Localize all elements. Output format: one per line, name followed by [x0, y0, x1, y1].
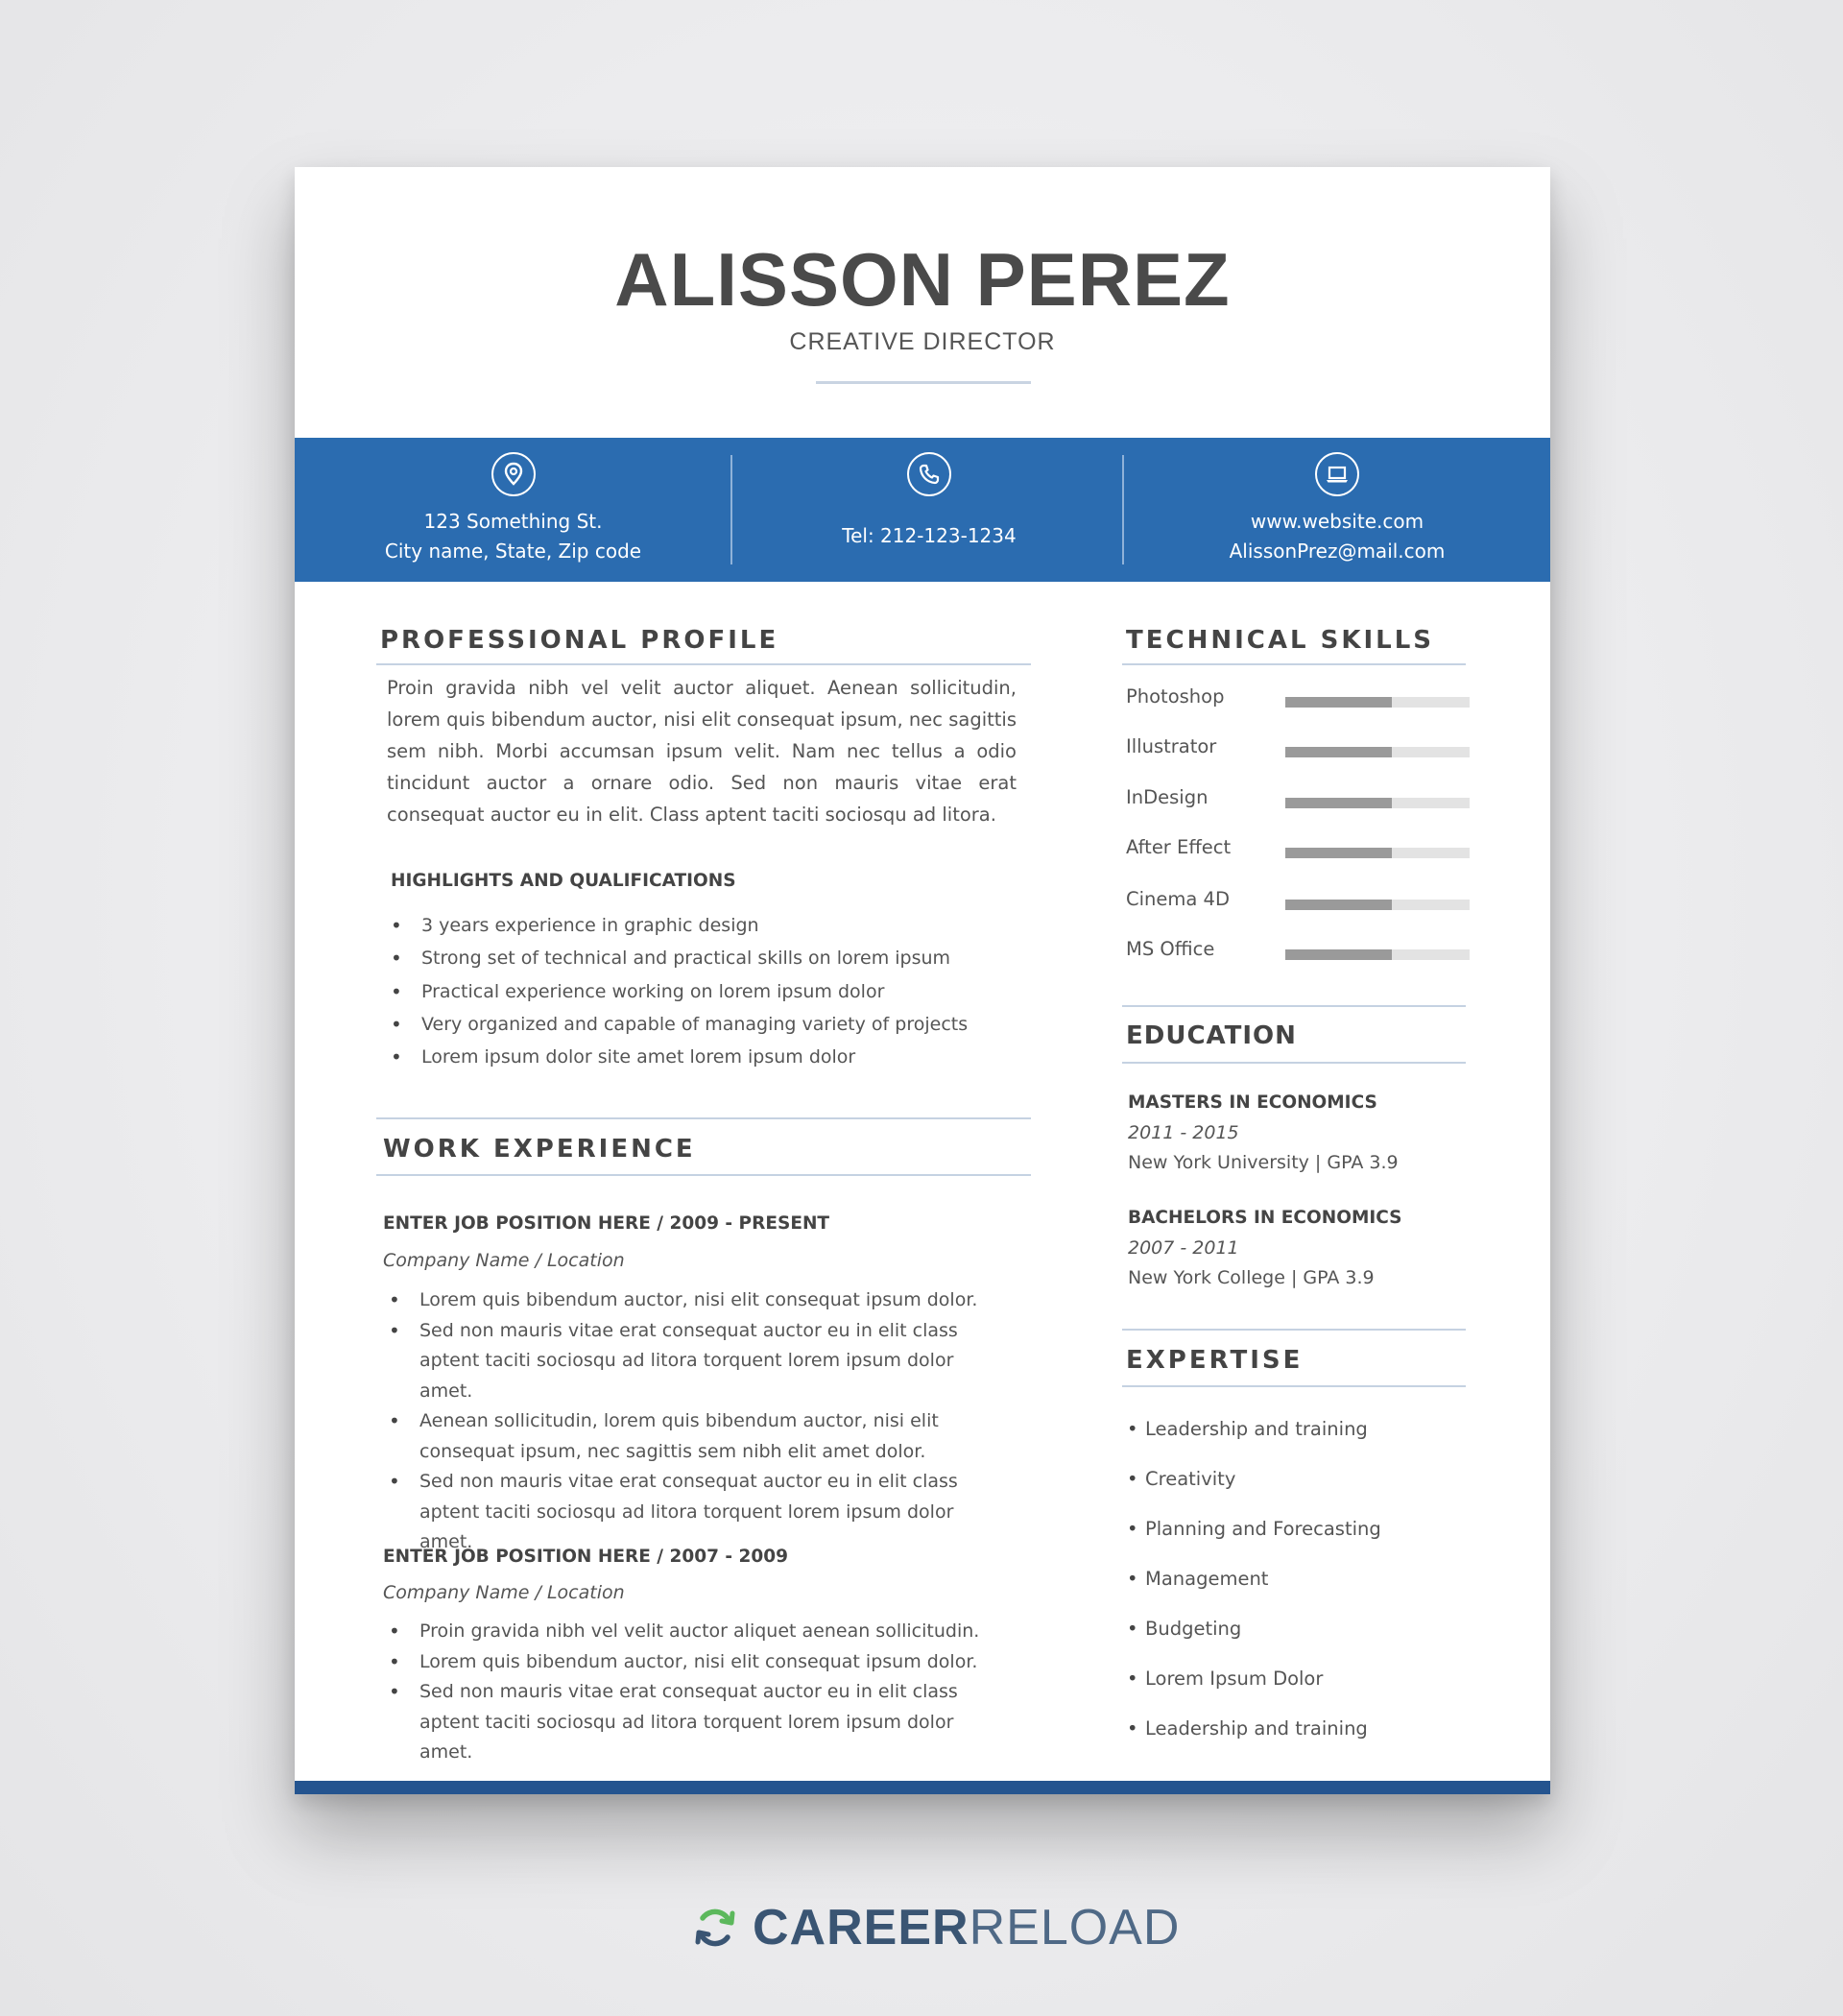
- education-top-rule: [1122, 1005, 1466, 1007]
- email-link[interactable]: AlissonPrez@mail.com: [1229, 540, 1446, 563]
- contact-phone: [732, 438, 1126, 582]
- list-item: • Very organized and capable of managing variety of projects: [383, 1008, 1036, 1041]
- contact-address: [295, 438, 731, 582]
- website-link[interactable]: www.website.com: [1250, 510, 1424, 533]
- skill-row: [1126, 735, 1472, 764]
- list-item: • Aenean sollicitudin, lorem quis bibendum auctor, nisi elit consequat ipsum, nec sagittis sem nibh elit amet dolor.: [381, 1406, 1005, 1467]
- title-divider: [816, 381, 1031, 384]
- skill-name: Cinema 4D: [1126, 888, 1230, 910]
- edu-years: 2007 - 2011: [1128, 1237, 1239, 1259]
- skill-name: Illustrator: [1126, 735, 1217, 757]
- skill-bar-track: [1285, 900, 1470, 910]
- list-item: • Sed non mauris vitae erat consequat auctor eu in elit class aptent taciti sociosqu ad litora torquent lorem ipsum dolor amet.: [381, 1316, 1005, 1407]
- list-item: • Leadership and training: [1126, 1715, 1381, 1764]
- list-item: • Budgeting: [1126, 1615, 1381, 1665]
- phone-number: Tel: 212-123-1234: [842, 524, 1017, 547]
- job-bullets: [381, 1285, 1005, 1558]
- skill-bar-track: [1285, 798, 1470, 808]
- list-item: • Lorem Ipsum Dolor: [1126, 1665, 1381, 1715]
- profile-text: Proin gravida nibh vel velit auctor aliquet. Aenean sollicitudin, lorem quis bibendum auctor, nisi elit consequat ipsum, nec sagittis sem nibh. Morbi accumsan ipsum velit. Nam nec tellus a odio tincidunt auctor a ornare odio. Sed non mauris vitae erat consequat auctor eu in elit. Class aptent taciti sociosqu ad litora.: [387, 677, 1017, 826]
- skills-rule: [1122, 663, 1466, 665]
- list-item: • Sed non mauris vitae erat consequat auctor eu in elit class aptent taciti sociosqu ad litora torquent lorem ipsum dolor amet.: [381, 1677, 1005, 1768]
- profile-rule: [376, 663, 1031, 665]
- edu-degree: MASTERS IN ECONOMICS: [1128, 1092, 1377, 1113]
- skill-bar-track: [1285, 848, 1470, 858]
- list-item: • Lorem quis bibendum auctor, nisi elit consequat ipsum dolor.: [381, 1647, 1005, 1678]
- skill-bar-fill: [1285, 747, 1392, 757]
- list-item: • Lorem quis bibendum auctor, nisi elit consequat ipsum dolor.: [381, 1285, 1005, 1316]
- location-pin-icon: [491, 452, 536, 496]
- skills-heading: TECHNICAL SKILLS: [1126, 626, 1434, 655]
- education-rule: [1122, 1062, 1466, 1064]
- highlights-list: [383, 909, 1036, 1073]
- job-position: ENTER JOB POSITION HERE / 2009 - PRESENT: [383, 1213, 830, 1234]
- resume-name: ALISSON PEREZ: [614, 237, 1231, 322]
- brand-part2: RELOAD: [969, 1900, 1181, 1956]
- expertise-top-rule: [1122, 1329, 1466, 1331]
- skill-row: [1126, 786, 1472, 815]
- job-company: Company Name / Location: [383, 1250, 625, 1271]
- expertise-list: [1126, 1415, 1381, 1764]
- list-item: • 3 years experience in graphic design: [383, 909, 1036, 942]
- skill-row: [1126, 888, 1472, 917]
- edu-years: 2011 - 2015: [1128, 1122, 1239, 1143]
- contact-web: [1124, 438, 1550, 582]
- resume-title: CREATIVE DIRECTOR: [789, 328, 1056, 355]
- skill-bar-track: [1285, 697, 1470, 708]
- job-bullets: [381, 1617, 1005, 1768]
- reload-icon: [691, 1904, 739, 1952]
- resume-page: [295, 167, 1550, 1794]
- profile-heading: PROFESSIONAL PROFILE: [380, 626, 779, 655]
- skill-row: [1126, 836, 1472, 865]
- list-item: • Leadership and training: [1126, 1415, 1381, 1465]
- work-heading: WORK EXPERIENCE: [383, 1135, 696, 1164]
- list-item: • Practical experience working on lorem ipsum dolor: [383, 975, 1036, 1008]
- skill-bar-fill: [1285, 900, 1392, 910]
- education-heading: EDUCATION: [1126, 1021, 1297, 1050]
- brand-part1: CAREER: [753, 1900, 969, 1956]
- careerreload-logo: [691, 1899, 1180, 1956]
- address-line1: 123 Something St.: [423, 510, 603, 533]
- highlights-heading: HIGHLIGHTS AND QUALIFICATIONS: [391, 871, 736, 891]
- skill-bar-fill: [1285, 848, 1392, 858]
- list-item: • Proin gravida nibh vel velit auctor aliquet aenean sollicitudin.: [381, 1617, 1005, 1647]
- job-company: Company Name / Location: [383, 1582, 625, 1603]
- list-item: • Lorem ipsum dolor site amet lorem ipsum dolor: [383, 1041, 1036, 1073]
- contact-band: [295, 438, 1550, 582]
- list-item: • Planning and Forecasting: [1126, 1515, 1381, 1565]
- skill-row: [1126, 938, 1472, 967]
- skill-bar-track: [1285, 949, 1470, 960]
- laptop-icon: [1315, 452, 1359, 496]
- work-top-rule: [376, 1117, 1031, 1119]
- edu-degree: BACHELORS IN ECONOMICS: [1128, 1208, 1402, 1228]
- list-item: • Strong set of technical and practical skills on lorem ipsum: [383, 942, 1036, 974]
- footer-bar: [295, 1781, 1550, 1794]
- address-line2: City name, State, Zip code: [384, 540, 642, 563]
- list-item: • Creativity: [1126, 1465, 1381, 1515]
- skill-bar-track: [1285, 747, 1470, 757]
- skill-bar-fill: [1285, 798, 1392, 808]
- skill-name: InDesign: [1126, 786, 1209, 808]
- skill-bar-fill: [1285, 697, 1392, 708]
- skill-row: [1126, 685, 1472, 714]
- skill-name: After Effect: [1126, 836, 1232, 858]
- skill-name: MS Office: [1126, 938, 1215, 960]
- work-rule: [376, 1174, 1031, 1176]
- job-position: ENTER JOB POSITION HERE / 2007 - 2009: [383, 1547, 789, 1567]
- skill-bar-fill: [1285, 949, 1392, 960]
- expertise-heading: EXPERTISE: [1126, 1346, 1304, 1375]
- list-item: • Management: [1126, 1565, 1381, 1615]
- phone-icon: [907, 452, 951, 496]
- edu-school: New York University | GPA 3.9: [1128, 1152, 1399, 1173]
- edu-school: New York College | GPA 3.9: [1128, 1267, 1375, 1288]
- expertise-rule: [1122, 1385, 1466, 1387]
- skill-name: Photoshop: [1126, 685, 1225, 708]
- list-item: • Sed non mauris vitae erat consequat auctor eu in elit class aptent taciti sociosqu ad litora torquent lorem ipsum dolor amet.: [381, 1467, 1005, 1558]
